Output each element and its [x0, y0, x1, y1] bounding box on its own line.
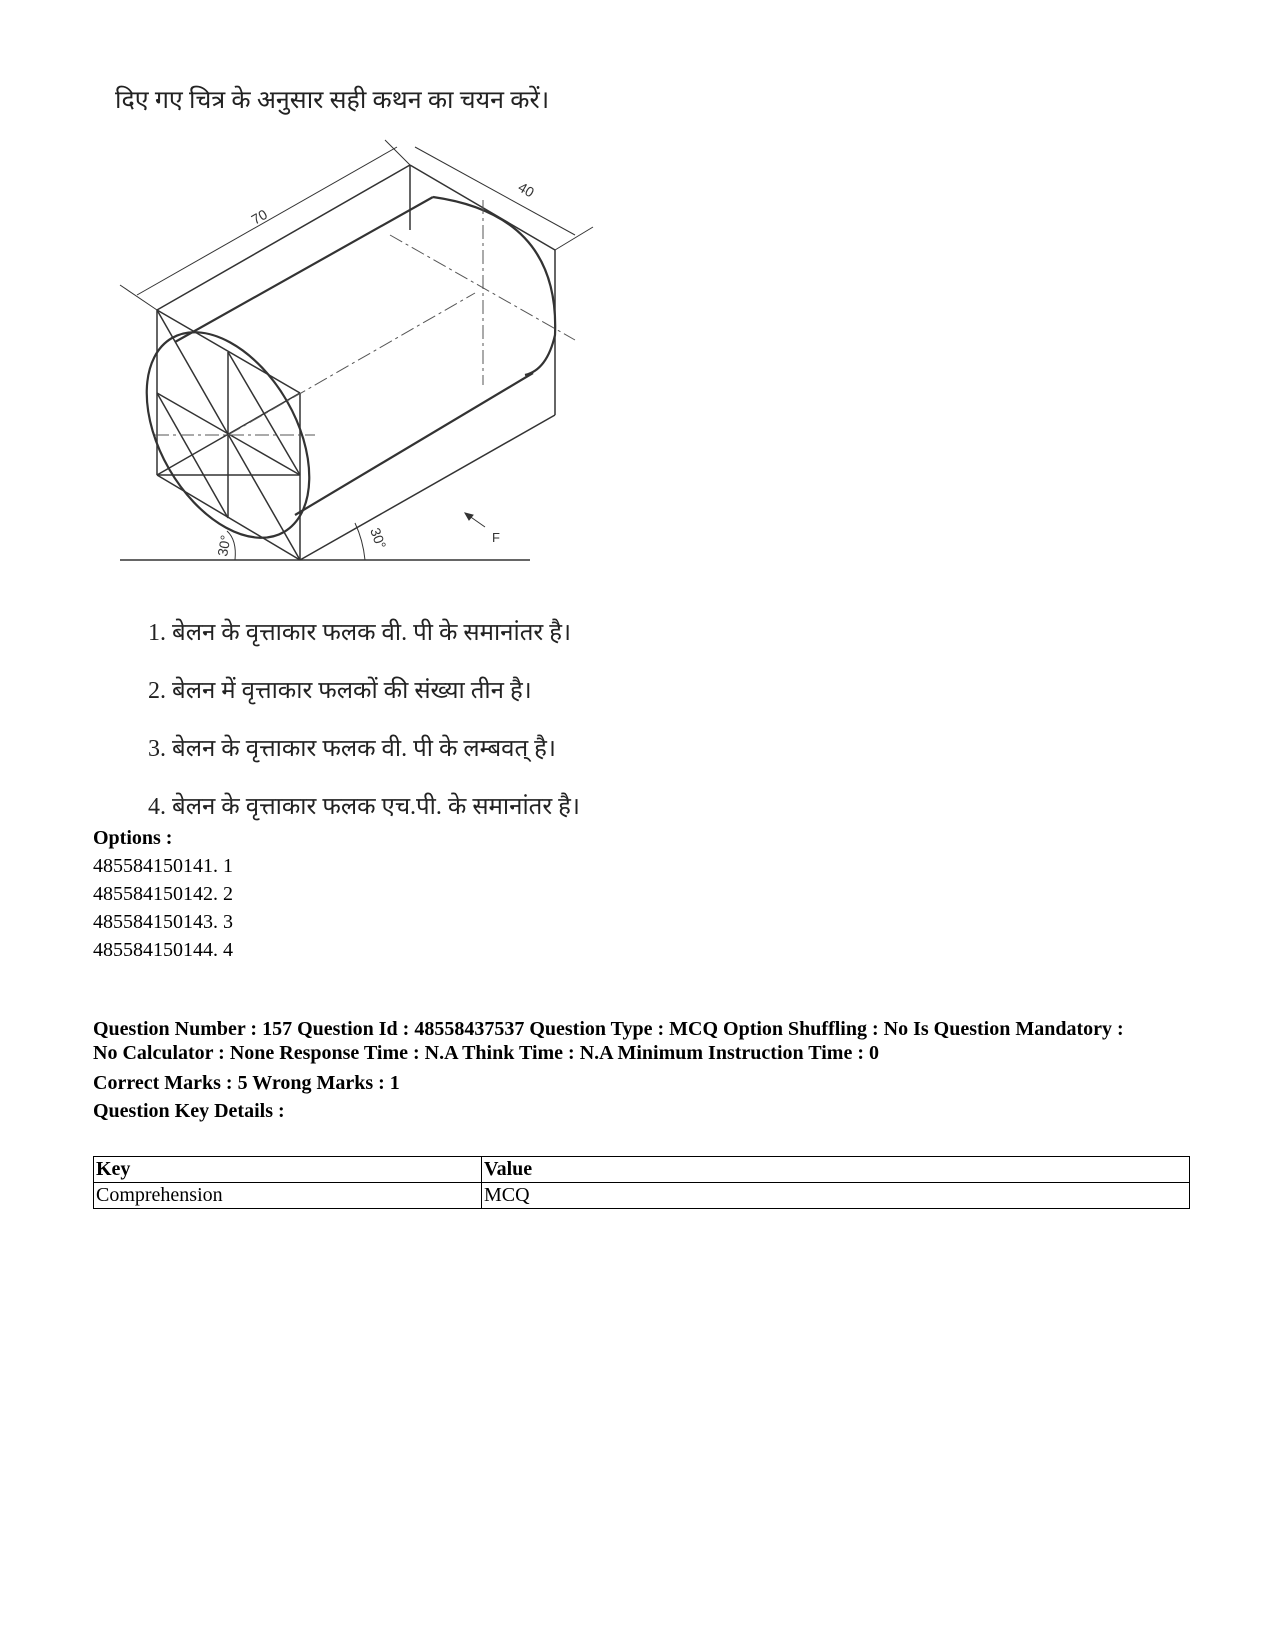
statement-item: 3. बेलन के वृत्ताकार फलक वी. पी के लम्बवत् है। [148, 736, 557, 762]
isometric-cylinder-figure [115, 135, 635, 605]
meta-line-1: Question Number : 157 Question Id : 48558437537 Question Type : MCQ Option Shuffling : No Is Question Mandatory : [93, 1018, 1124, 1040]
meta-line-2: No Calculator : None Response Time : N.A Think Time : N.A Minimum Instruction Time : 0 [93, 1042, 879, 1064]
dimension-length-label: 70 [248, 205, 270, 228]
table-header-key: Key [94, 1157, 482, 1183]
table-header-row [94, 1157, 1190, 1183]
question-meta [93, 1017, 1193, 1125]
option-item: 485584150141. 1 [93, 855, 233, 877]
dimension-diameter-label: 40 [515, 178, 537, 201]
statement-item: 1. बेलन के वृत्ताकार फलक वी. पी के समानांतर है। [148, 620, 572, 646]
marks-line: Correct Marks : 5 Wrong Marks : 1 [93, 1072, 400, 1094]
angle-left-label: 30° [214, 533, 234, 558]
statement-item: 2. बेलन में वृत्ताकार फलकों की संख्या तीन है। [148, 678, 532, 704]
option-item: 485584150144. 4 [93, 939, 233, 961]
key-details-table [93, 1156, 1190, 1209]
table-header-value: Value [482, 1157, 1190, 1183]
table-cell: MCQ [482, 1183, 1190, 1209]
key-details-heading: Question Key Details : [93, 1100, 285, 1122]
table-cell: Comprehension [94, 1183, 482, 1209]
options-heading: Options : [93, 827, 173, 849]
option-item: 485584150142. 2 [93, 883, 233, 905]
question-prompt: दिए गए चित्र के अनुसार सही कथन का चयन करें। [115, 87, 550, 114]
options-block [93, 824, 1193, 964]
statement-list [148, 618, 580, 850]
table-row [94, 1183, 1190, 1209]
angle-right-label: 30° [367, 525, 390, 551]
view-direction-label: F [492, 530, 500, 545]
statement-item: 4. बेलन के वृत्ताकार फलक एच.पी. के समानांतर है। [148, 794, 580, 820]
option-item: 485584150143. 3 [93, 911, 233, 933]
